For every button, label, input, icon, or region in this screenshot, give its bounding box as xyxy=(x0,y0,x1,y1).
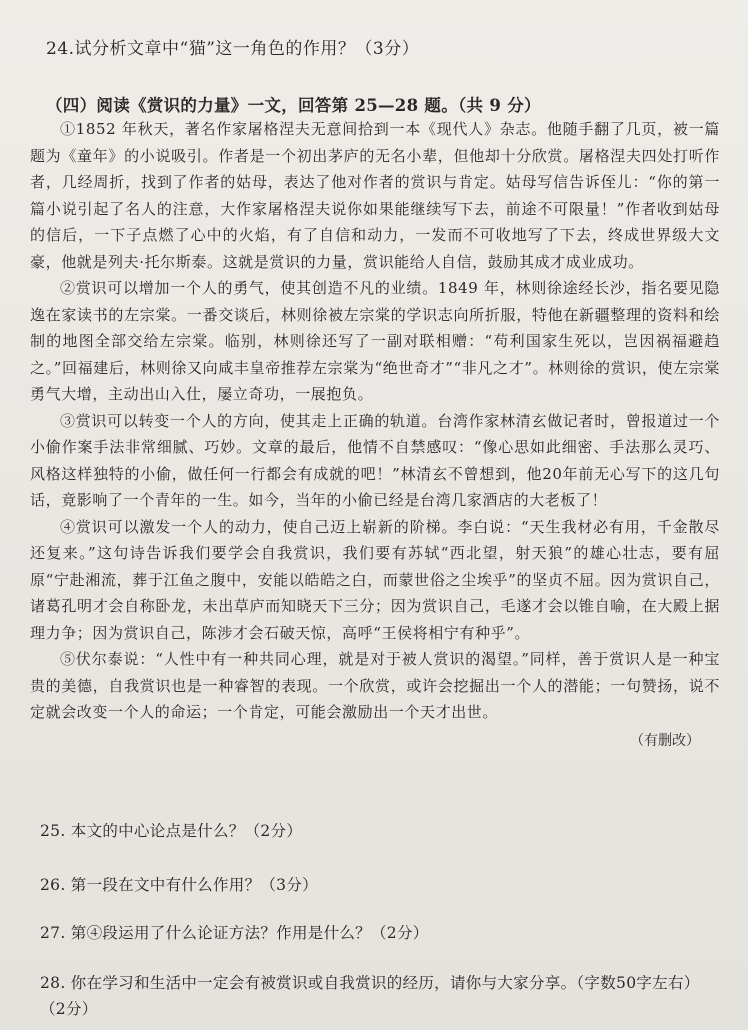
reading-passage xyxy=(30,116,720,754)
paragraph-5: ⑤伏尔泰说：“人性中有一种共同心理，就是对于被人赏识的渴望。”同样，善于赏识人是一种宝贵的美德，自我赏识也是一种睿智的表现。一个欣赏，或许会挖掘出一个人的潜能；一句赞扬，说不定就会改变一个人的命运；一个肯定，可能会激励出一个天才出世。 xyxy=(30,650,720,721)
paragraph-4: ④赏识可以激发一个人的动力，使自己迈上崭新的阶梯。李白说：“天生我材必有用，千金散尽还复来。”这句诗告诉我们要学会自我赏识，我们要有苏轼“西北望，射天狼”的雄心壮志，要有屈原“宁赴湘流，葬于江鱼之腹中，安能以皓皓之白，而蒙世俗之尘埃乎”的坚贞不屈。因为赏识自己，诸葛孔明才会自称卧龙，未出草庐而知晓天下三分；因为赏识自己，毛遂才会以锥自喻，在大殿上据理力争；因为赏识自己，陈涉才会石破天惊，高呼“王侯将相宁有种乎”。 xyxy=(30,517,720,642)
paragraph-1: ①1852 年秋天，著名作家屠格涅夫无意间拾到一本《现代人》杂志。他随手翻了几页，被一篇题为《童年》的小说吸引。作者是一个初出茅庐的无名小辈，但他却十分欣赏。屠格涅夫四处打听作者，几经周折，找到了作者的姑母，表达了他对作者的赏识与肯定。姑母写信告诉侄儿：“你的第一篇小说引起了名人的注意，大作家屠格涅夫说你如果能继续写下去，前途不可限量！”作者收到姑母的信后，一下子点燃了心中的火焰，有了自信和动力，一发而不可收地写了下去，终成世界级大文豪，他就是列夫·托尔斯泰。这就是赏识的力量，赏识能给人自信，鼓励其成才成业成功。 xyxy=(30,120,720,271)
question-24: 24.试分析文章中“猫”这一角色的作用？（3分） xyxy=(46,39,420,59)
question-25: 25. 本文的中心论点是什么？（2分） xyxy=(40,822,303,840)
question-28: 28. 你在学习和生活中一定会有被赏识或自我赏识的经历，请你与大家分享。（字数50字左右）（2分） xyxy=(40,974,700,1018)
source-note: （有删改） xyxy=(630,732,700,749)
question-27: 27. 第④段运用了什么论证方法？作用是什么？（2分） xyxy=(40,924,429,942)
paragraph-3: ③赏识可以转变一个人的方向，使其走上正确的轨道。台湾作家林清玄做记者时，曾报道过一个小偷作案手法非常细腻、巧妙。文章的最后，他情不自禁感叹：“像心思如此细密、手法那么灵巧、风格这样独特的小偷，做任何一行都会有成就的吧！”林清玄不曾想到，他20年前无心写下的这几句话，竟影响了一个青年的一生。如今，当年的小偷已经是台湾几家酒店的大老板了！ xyxy=(30,411,720,509)
question-26: 26. 第一段在文中有什么作用？（3分） xyxy=(40,876,318,894)
paragraph-2: ②赏识可以增加一个人的勇气，使其创造不凡的业绩。1849 年，林则徐途经长沙，指名要见隐逸在家读书的左宗棠。一番交谈后，林则徐被左宗棠的学识志向所折服，特他在新疆整理的资料和绘制的地图全部交给左宗棠。临别，林则徐还写了一副对联相赠：“苟利国家生死以，岂因祸福避趋之。”回福建后，林则徐又向咸丰皇帝推荐左宗棠为“绝世奇才”“非凡之才”。林则徐的赏识，使左宗棠勇气大增，主动出山入仕，屡立奇功，一展抱负。 xyxy=(30,279,720,403)
section-heading: （四）阅读《赏识的力量》一文，回答第 25—28 题。（共 9 分） xyxy=(46,96,541,115)
